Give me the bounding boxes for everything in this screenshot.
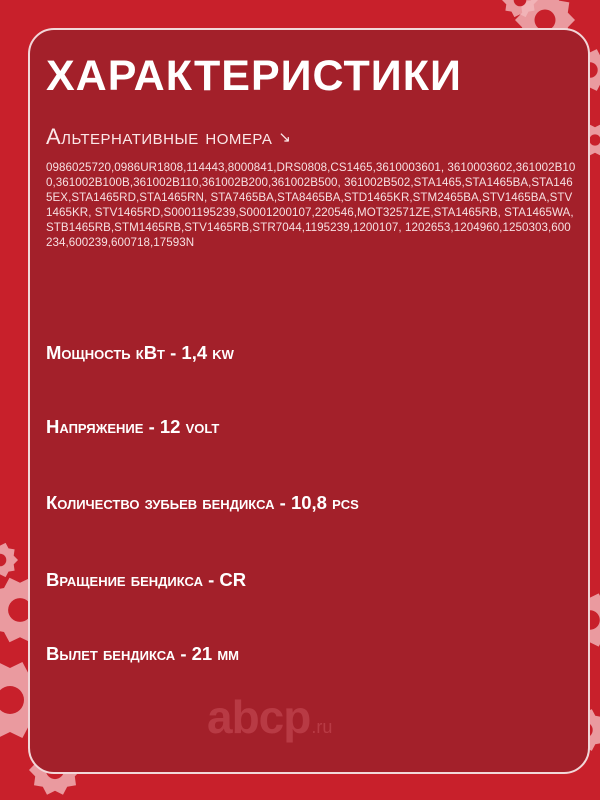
logo-suffix-text: .ru bbox=[311, 717, 333, 737]
abcp-logo bbox=[207, 690, 332, 744]
alt-numbers-list: 0986025720,0986UR1808,114443,8000841,DRS0808,CS1465,3610003601, 3610003602,361002B100,361002B100B,361002B110,361002B200,361002B500, 361002B502,STA1465,STA1465BA,STA1465EX,STA1465RD,STA1465RN, STA7465BA,STA8465BA,STD1465KR,STM2465BA,STV1465BA,STV1465KR, STV1465RD,S0001195239,S0001200107,220546,MOT32571ZE,STA1465RB, STA1465WA,STB1465RB,STM1465RB,STV1465RB,STR7044,1195239,1200107, 1202653,1204960,1250303,600234,600239,600718,17593N bbox=[46, 161, 576, 249]
alt-numbers-heading bbox=[46, 124, 291, 150]
page-title: ХАРАКТЕРИСТИКИ bbox=[46, 52, 462, 100]
spec-voltage: Напряжение - 12 volt bbox=[46, 416, 220, 437]
spec-rotation: Вращение бендикса - CR bbox=[46, 569, 247, 590]
spec-offset: Вылет бендикса - 21 мм bbox=[46, 643, 240, 664]
gear-shape bbox=[0, 543, 18, 577]
alt-numbers-heading-text: Альтернативные номера bbox=[46, 124, 273, 149]
arrow-down-right-icon: ↘ bbox=[278, 129, 292, 146]
logo-main-text: abcp bbox=[207, 691, 311, 743]
specs-card bbox=[28, 28, 590, 774]
spec-power: Мощность кВт - 1,4 kw bbox=[46, 342, 234, 363]
spec-teeth: Количество зубьев бендикса - 10,8 pcs bbox=[46, 492, 359, 513]
